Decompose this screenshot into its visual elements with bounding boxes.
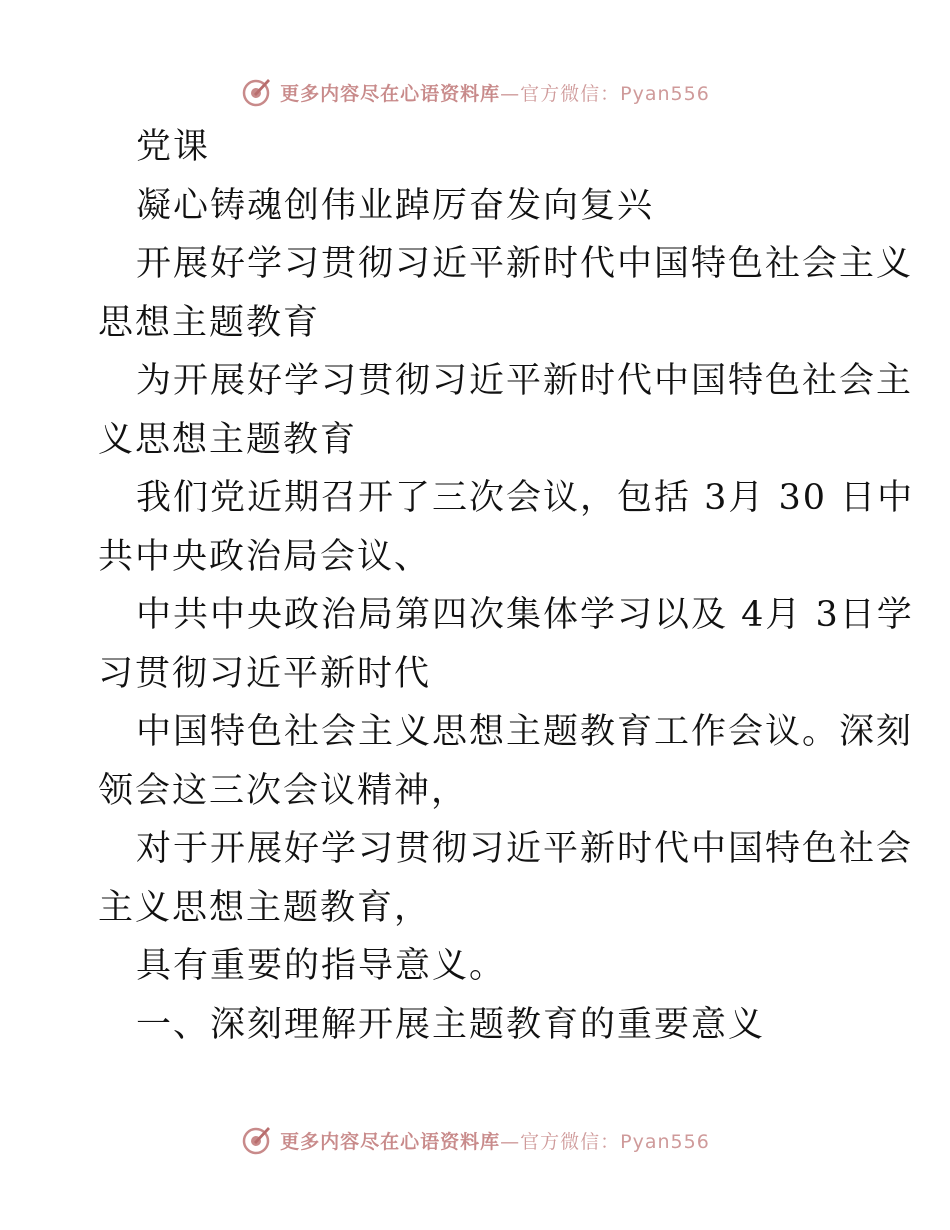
doc-line: 具有重要的指导意义。 bbox=[136, 946, 507, 986]
doc-line: 思想主题教育 bbox=[98, 302, 321, 343]
doc-line: 共中央政治局会议、 bbox=[98, 536, 432, 577]
doc-line: 党课 bbox=[136, 127, 211, 167]
doc-line: 主义思想主题教育， bbox=[98, 887, 432, 928]
doc-line: 为开展好学习贯彻习近平新时代中国特色社会主 bbox=[136, 361, 914, 401]
doc-line: 领会这三次会议精神， bbox=[98, 770, 469, 811]
doc-line: 中共中央政治局第四次集体学习以及 4月 3日学 bbox=[136, 595, 914, 635]
watermark-contact: —官方微信：Pyan556 bbox=[500, 82, 710, 105]
quill-seal-icon bbox=[240, 76, 272, 108]
quill-seal-icon bbox=[240, 1124, 272, 1156]
watermark-brand: 更多内容尽在心语资料库 bbox=[280, 1130, 501, 1153]
doc-line: 义思想主题教育 bbox=[98, 419, 358, 460]
doc-line: 凝心铸魂创伟业踔厉奋发向复兴 bbox=[136, 185, 655, 226]
watermark-contact: —官方微信：Pyan556 bbox=[500, 1130, 710, 1153]
watermark-brand: 更多内容尽在心语资料库 bbox=[280, 82, 501, 105]
header-watermark-banner bbox=[0, 70, 950, 114]
watermark-text bbox=[280, 1127, 710, 1154]
watermark-text bbox=[280, 79, 710, 106]
doc-line: 我们党近期召开了三次会议，包括 3月 30 日中 bbox=[136, 478, 915, 518]
doc-line: 中国特色社会主义思想主题教育工作会议。深刻 bbox=[136, 712, 914, 752]
document-body bbox=[98, 118, 915, 1054]
footer-watermark-banner bbox=[0, 1118, 950, 1162]
doc-line: 一、深刻理解开展主题教育的重要意义 bbox=[136, 1004, 766, 1045]
doc-line: 开展好学习贯彻习近平新时代中国特色社会主义 bbox=[136, 244, 914, 284]
doc-line: 对于开展好学习贯彻习近平新时代中国特色社会 bbox=[136, 829, 914, 869]
doc-line: 习贯彻习近平新时代 bbox=[98, 653, 432, 694]
